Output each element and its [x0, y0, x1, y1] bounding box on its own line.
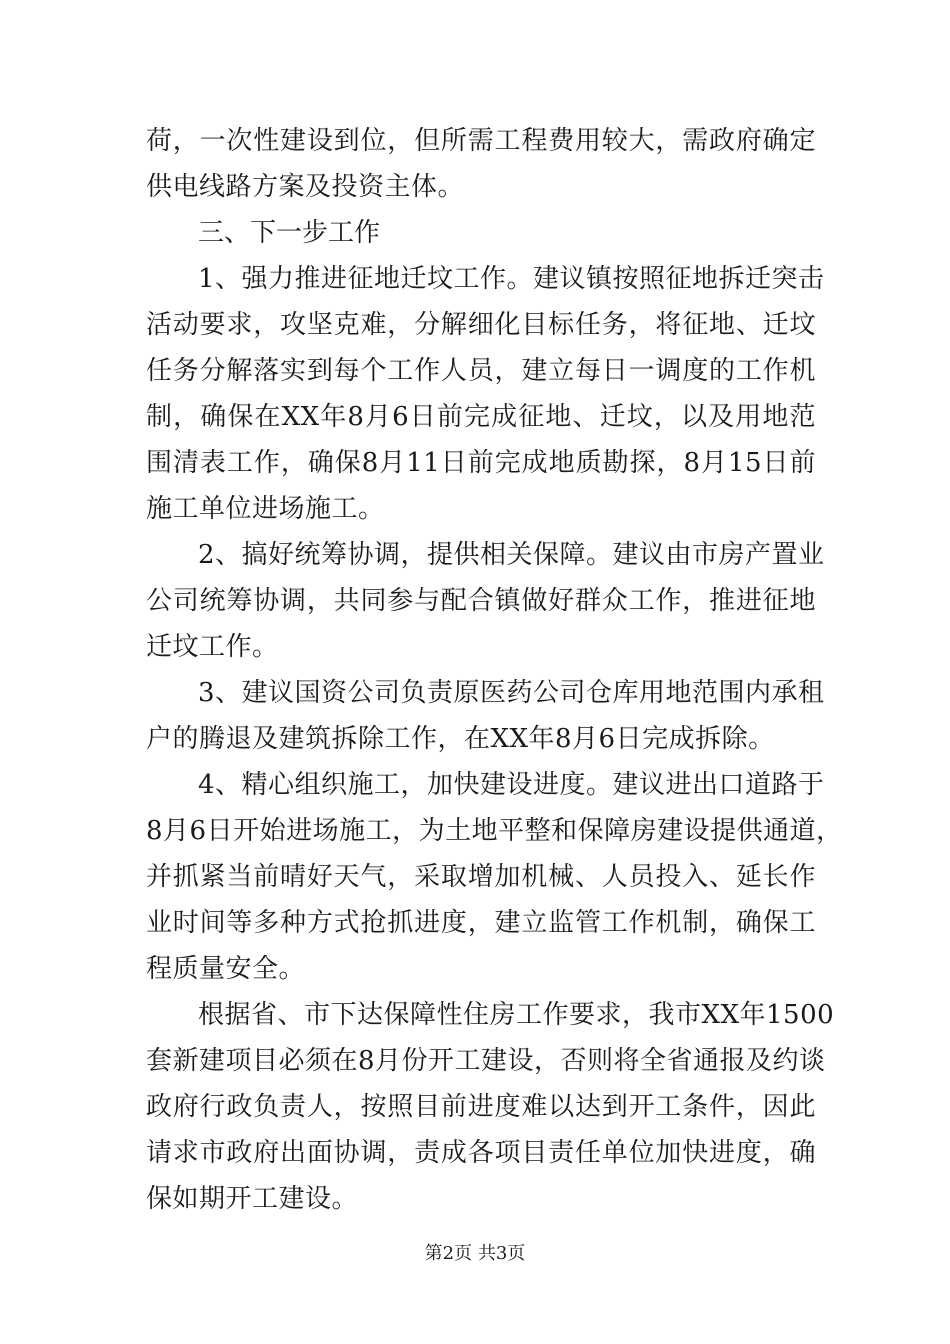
paragraph-line: 程质量安全。: [146, 954, 306, 984]
paragraph-line: 4、精心组织施工，加快建设进度。建议进出口道路于: [198, 770, 825, 800]
paragraph-line: 荷，一次性建设到位，但所需工程费用较大，需政府确定: [146, 126, 816, 156]
page-number-footer: 第2页 共3页: [424, 1243, 526, 1264]
paragraph-line: 1、强力推进征地迁坟工作。建议镇按照征地拆迁突击: [198, 264, 825, 294]
paragraph-line: 业时间等多种方式抢抓进度，建立监管工作机制，确保工: [146, 908, 816, 938]
paragraph-line: 活动要求，攻坚克难，分解细化目标任务，将征地、迁坟: [146, 310, 816, 340]
paragraph-line: 户的腾退及建筑拆除工作，在XX年8月6日完成拆除。: [146, 724, 775, 754]
paragraph-line: 并抓紧当前晴好天气，采取增加机械、人员投入、延长作: [146, 862, 816, 892]
section-heading: 三、下一步工作: [198, 218, 381, 248]
paragraph-line: 政府行政负责人，按照目前进度难以达到开工条件，因此: [146, 1092, 816, 1122]
paragraph-line: 套新建项目必须在8月份开工建设，否则将全省通报及约谈: [146, 1046, 826, 1076]
paragraph-line: 根据省、市下达保障性住房工作要求，我市XX年1500: [198, 1000, 835, 1030]
paragraph-line: 请求市政府出面协调，责成各项目责任单位加快进度，确: [146, 1138, 816, 1168]
paragraph-line: 保如期开工建设。: [146, 1184, 359, 1214]
paragraph-line: 供电线路方案及投资主体。: [146, 172, 465, 202]
paragraph-line: 2、搞好统筹协调，提供相关保障。建议由市房产置业: [198, 540, 825, 570]
paragraph-line: 迁坟工作。: [146, 632, 279, 662]
paragraph-line: 3、建议国资公司负责原医药公司仓库用地范围内承租: [198, 678, 825, 708]
paragraph-line: 任务分解落实到每个工作人员，建立每日一调度的工作机: [146, 356, 816, 386]
paragraph-line: 8月6日开始进场施工，为土地平整和保障房建设提供通道，: [146, 816, 843, 846]
paragraph-line: 公司统筹协调，共同参与配合镇做好群众工作，推进征地: [146, 586, 816, 616]
paragraph-line: 围清表工作，确保8月11日前完成地质勘探，8月15日前: [146, 448, 816, 478]
paragraph-line: 施工单位进场施工。: [146, 494, 385, 524]
paragraph-line: 制，确保在XX年8月6日前完成征地、迁坟，以及用地范: [146, 402, 816, 432]
